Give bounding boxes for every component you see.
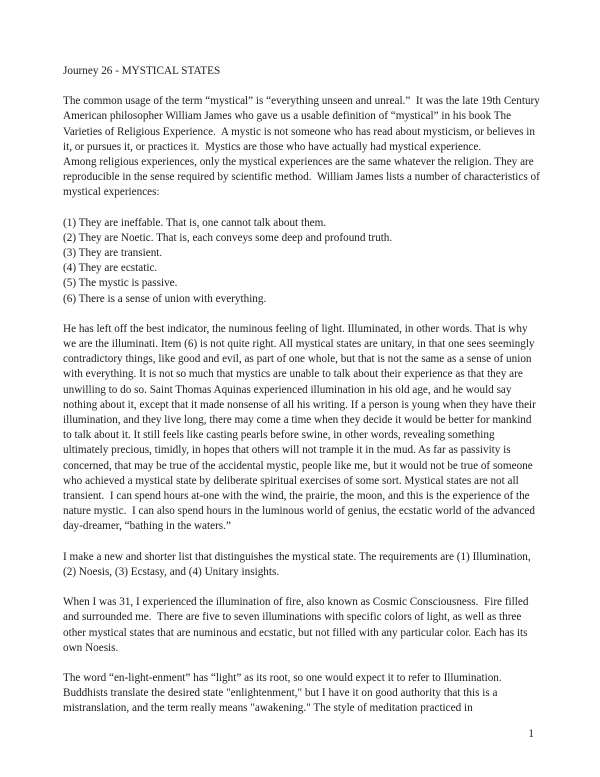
paragraph-among-religious: Among religious experiences, only the mystical experiences are the same whatever the religion. They are reproducible in the sense required by scientific method. William James lists a number of characteristics of mystical experiences: bbox=[63, 156, 543, 199]
list-item-4: (4) They are ecstatic. bbox=[63, 262, 158, 275]
list-item-3: (3) They are transient. bbox=[63, 247, 163, 260]
paragraph-shorter-list: I make a new and shorter list that distinguishes the mystical state. The requirements are (1) Illumination, (2) Noesis, (3) Ecstasy, and (4) Unitary insights. bbox=[63, 550, 534, 578]
paragraph-common-usage: The common usage of the term “mystical” is “everything unseen and unreal.” It was the late 19th Century American philosopher William James who gave us a usable definition of “mystical” in his book The Varieties of Religious Experience. A mystic is not someone who has read about mysticism, or believes in it, or pursues it, or practices it. Mystics are those who have actually had mystical experience. bbox=[63, 95, 543, 153]
document-body bbox=[63, 64, 543, 717]
page-number: 1 bbox=[528, 728, 534, 740]
document-title: Journey 26 - MYSTICAL STATES bbox=[63, 65, 221, 77]
list-item-1: (1) They are ineffable. That is, one cannot talk about them. bbox=[63, 216, 327, 229]
list-item-6: (6) There is a sense of union with everything. bbox=[63, 292, 267, 305]
paragraph-when-i-was-31: When I was 31, I experienced the illumination of fire, also known as Cosmic Consciousness. Fire filled and surrounded me. There are five to seven illuminations with specific colors of light, as well as three other mystical states that are numinous and ecstatic, but not filled with any particular color. Each has its own Noesis. bbox=[63, 596, 532, 654]
list-item-2: (2) They are Noetic. That is, each conveys some deep and profound truth. bbox=[63, 231, 393, 244]
paragraph-enlightenment: The word “en-light-enment” has “light” as its root, so one would expect it to refer to Illumination. Buddhists translate the desired state "enlightenment," but I have it on good authority that this is a mistranslation, and the term really means "awakening." The style of meditation practiced in bbox=[63, 671, 505, 715]
paragraph-he-has-left-off: He has left off the best indicator, the numinous feeling of light. Illuminated, in other words. That is why we are the illuminati. Item (6) is not quite right. All mystical states are unitary, in that one sees seemingly contradictory things, like good and evil, as part of one whole, but that is not the same as a sense of union with everything. It is not so much that mystics are unable to talk about their experience as that they are unwilling to do so. Saint Thomas Aquinas experienced illumination in his old age, and he would say nothing about it, except that it made nonsense of all his writing. If a person is young when they have their illumination, and they live long, there may come a time when they decide it would be better for mankind to talk about it. It still feels like casting pearls before swine, in other words, revealing something ultimately precious, timidly, in hopes that others will not trample it in the mud. As far as passivity is concerned, that may be true of the accidental mystic, people like me, but it would not be true of someone who achieved a mystical state by deliberate spiritual exercises of some sort. Mystical states are not all transient. I can spend hours at-one with the wind, the prairie, the moon, and this is the experience of the nature mystic. I can also spend hours in the luminous world of genius, the ecstatic world of the advanced day-dreamer, “bathing in the waters.” bbox=[63, 322, 539, 533]
list-item-5: (5) The mystic is passive. bbox=[63, 277, 178, 290]
